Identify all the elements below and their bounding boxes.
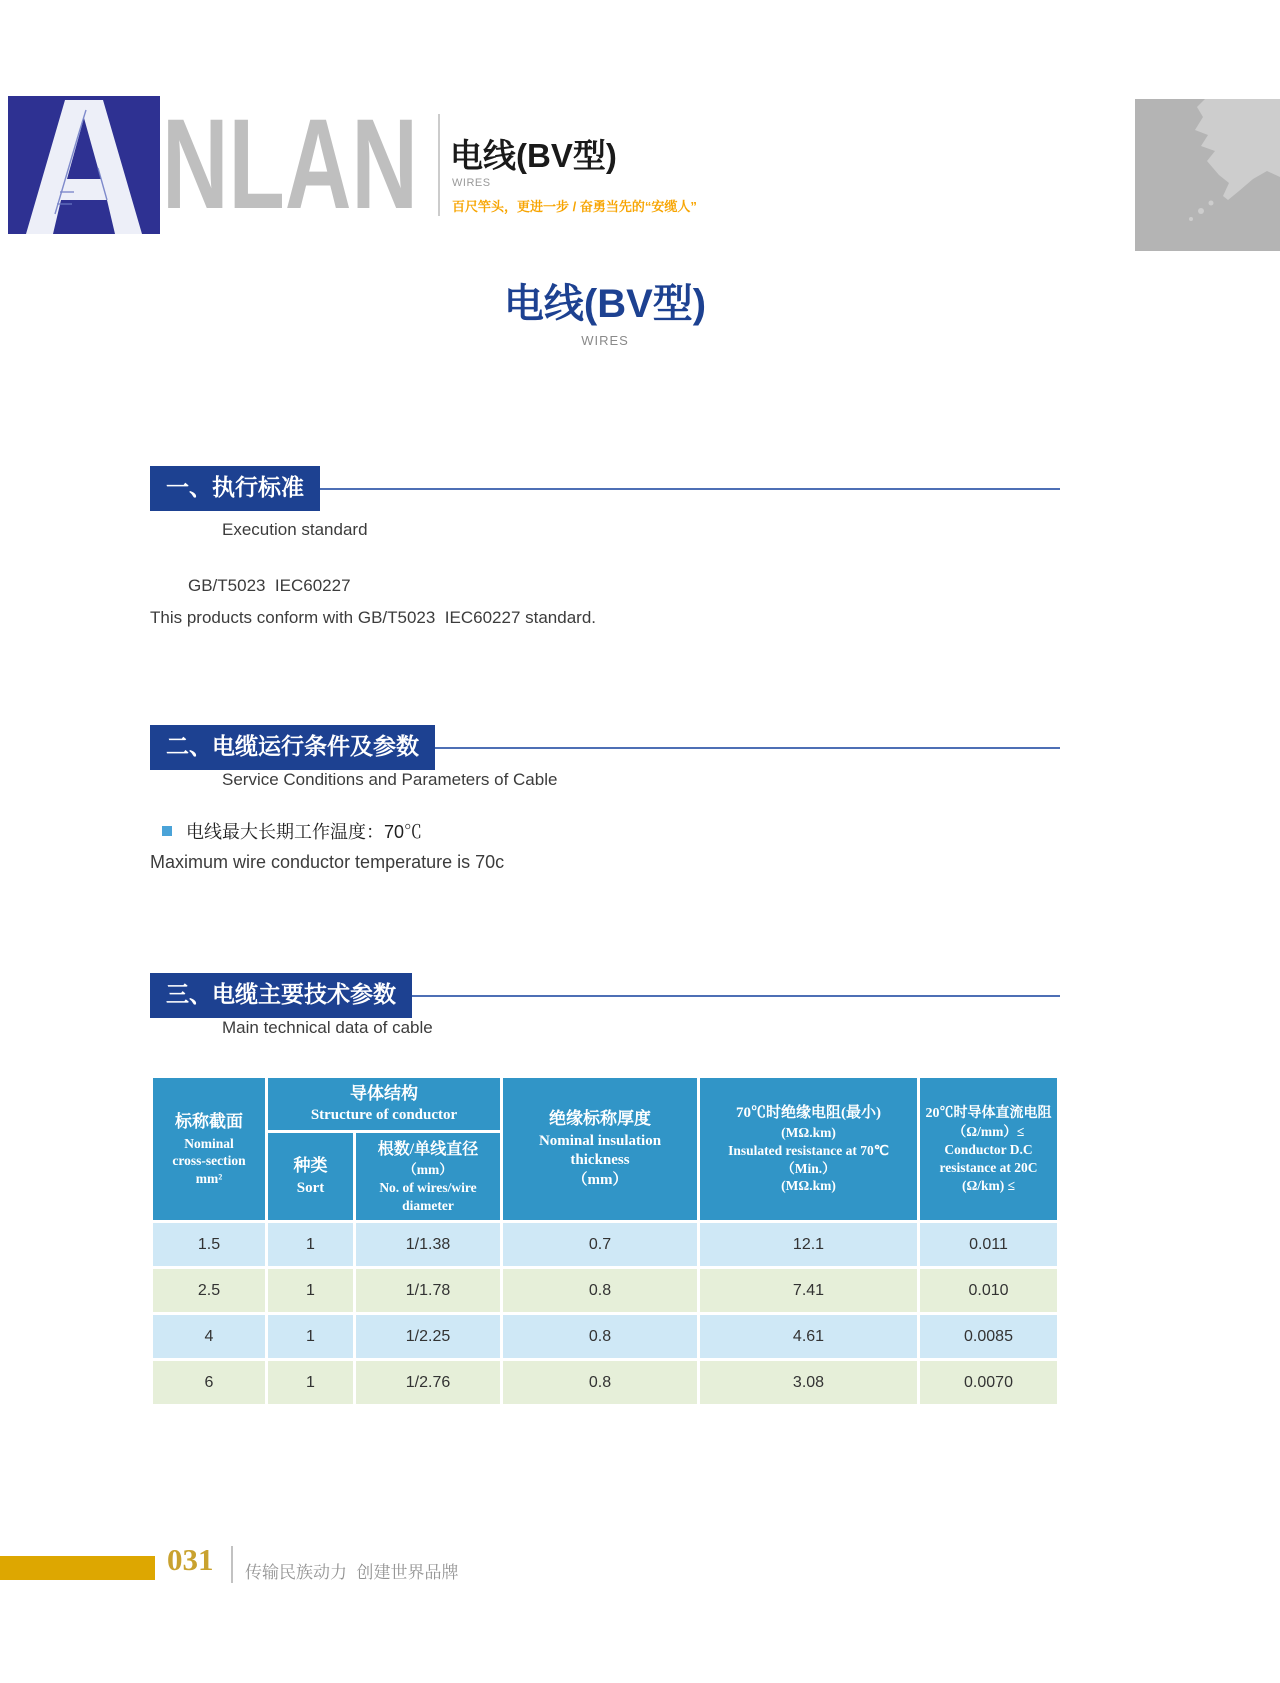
max-temperature-text-cn: 电线最大长期工作温度：70℃ — [186, 822, 423, 842]
col-insulation-resistance-70c: 70℃时绝缘电阻(最小) (MΩ.km) Insulated resistance at 70℃ （Min.） (MΩ.km) — [700, 1078, 917, 1220]
col-group-structure-of-conductor: 导体结构 Structure of conductor — [268, 1078, 500, 1130]
section-2-heading: 二、电缆运行条件及参数 — [150, 725, 435, 770]
table-row: 4 1 1/2.25 0.8 4.61 0.0085 — [153, 1315, 1057, 1358]
section-1-rule — [320, 488, 1060, 490]
banner-slogan: 百尺竿头，更进一步 / 奋勇当先的“安缆人” — [452, 199, 697, 214]
table-row: 2.5 1 1/1.78 0.8 7.41 0.010 — [153, 1269, 1057, 1312]
col-conductor-dc-resistance-20c: 20℃时导体直流电阻 （Ω/mm）≤ Conductor D.C resistance at 20C (Ω/km) ≤ — [920, 1078, 1057, 1220]
section-1-heading: 一、执行标准 — [150, 466, 320, 511]
content-column — [150, 0, 1060, 1683]
col-sort: 种类 Sort — [268, 1133, 353, 1220]
standard-codes-text: GB/T5023 IEC60227 — [188, 576, 351, 595]
section-2-header — [150, 725, 1060, 770]
section-3-rule — [412, 995, 1060, 997]
technical-data-table — [150, 1075, 1060, 1407]
logo-text: NLAN — [162, 93, 418, 236]
page-title: 电线(BV型) — [503, 282, 707, 326]
section-3-heading: 三、电缆主要技术参数 — [150, 973, 412, 1018]
map-image — [1135, 99, 1280, 251]
footer-divider — [231, 1546, 233, 1583]
anlan-logo-mark — [8, 96, 160, 234]
col-wires-diameter: 根数/单线直径 （mm） No. of wires/wire diameter — [356, 1133, 500, 1220]
letter-a-tower-icon — [8, 96, 160, 234]
page-number: 031 — [167, 1542, 214, 1577]
max-temperature-bullet — [162, 818, 422, 844]
table-row: 1.5 1 1/1.38 0.7 12.1 0.011 — [153, 1223, 1057, 1266]
section-3-header — [150, 973, 1060, 1018]
banner-product-title: 电线(BV型) — [450, 137, 617, 174]
alaska-map-icon — [1135, 99, 1280, 251]
banner-product-subtitle: WIRES — [452, 177, 491, 189]
col-nominal-insulation-thickness: 绝缘标称厚度 Nominal insulation thickness （mm） — [503, 1078, 697, 1220]
footer-gold-bar — [0, 1556, 155, 1580]
standard-conformance-text: This products conform with GB/T5023 IEC60227 standard. — [150, 608, 597, 627]
section-2-subheading: Service Conditions and Parameters of Cable — [222, 770, 558, 789]
footer-slogan: 传输民族动力 创建世界品牌 — [245, 1563, 459, 1582]
square-bullet-icon — [162, 826, 172, 836]
page-title-subtitle: WIRES — [581, 333, 629, 348]
section-2-rule — [435, 747, 1060, 749]
section-1-subheading: Execution standard — [222, 520, 368, 539]
col-nominal-cross-section: 标称截面 Nominal cross-section mm² — [153, 1078, 265, 1220]
table-row: 6 1 1/2.76 0.8 3.08 0.0070 — [153, 1361, 1057, 1404]
section-3-subheading: Main technical data of cable — [222, 1018, 433, 1037]
section-1-header — [150, 466, 1060, 511]
max-temperature-text-en: Maximum wire conductor temperature is 70c — [150, 852, 505, 872]
